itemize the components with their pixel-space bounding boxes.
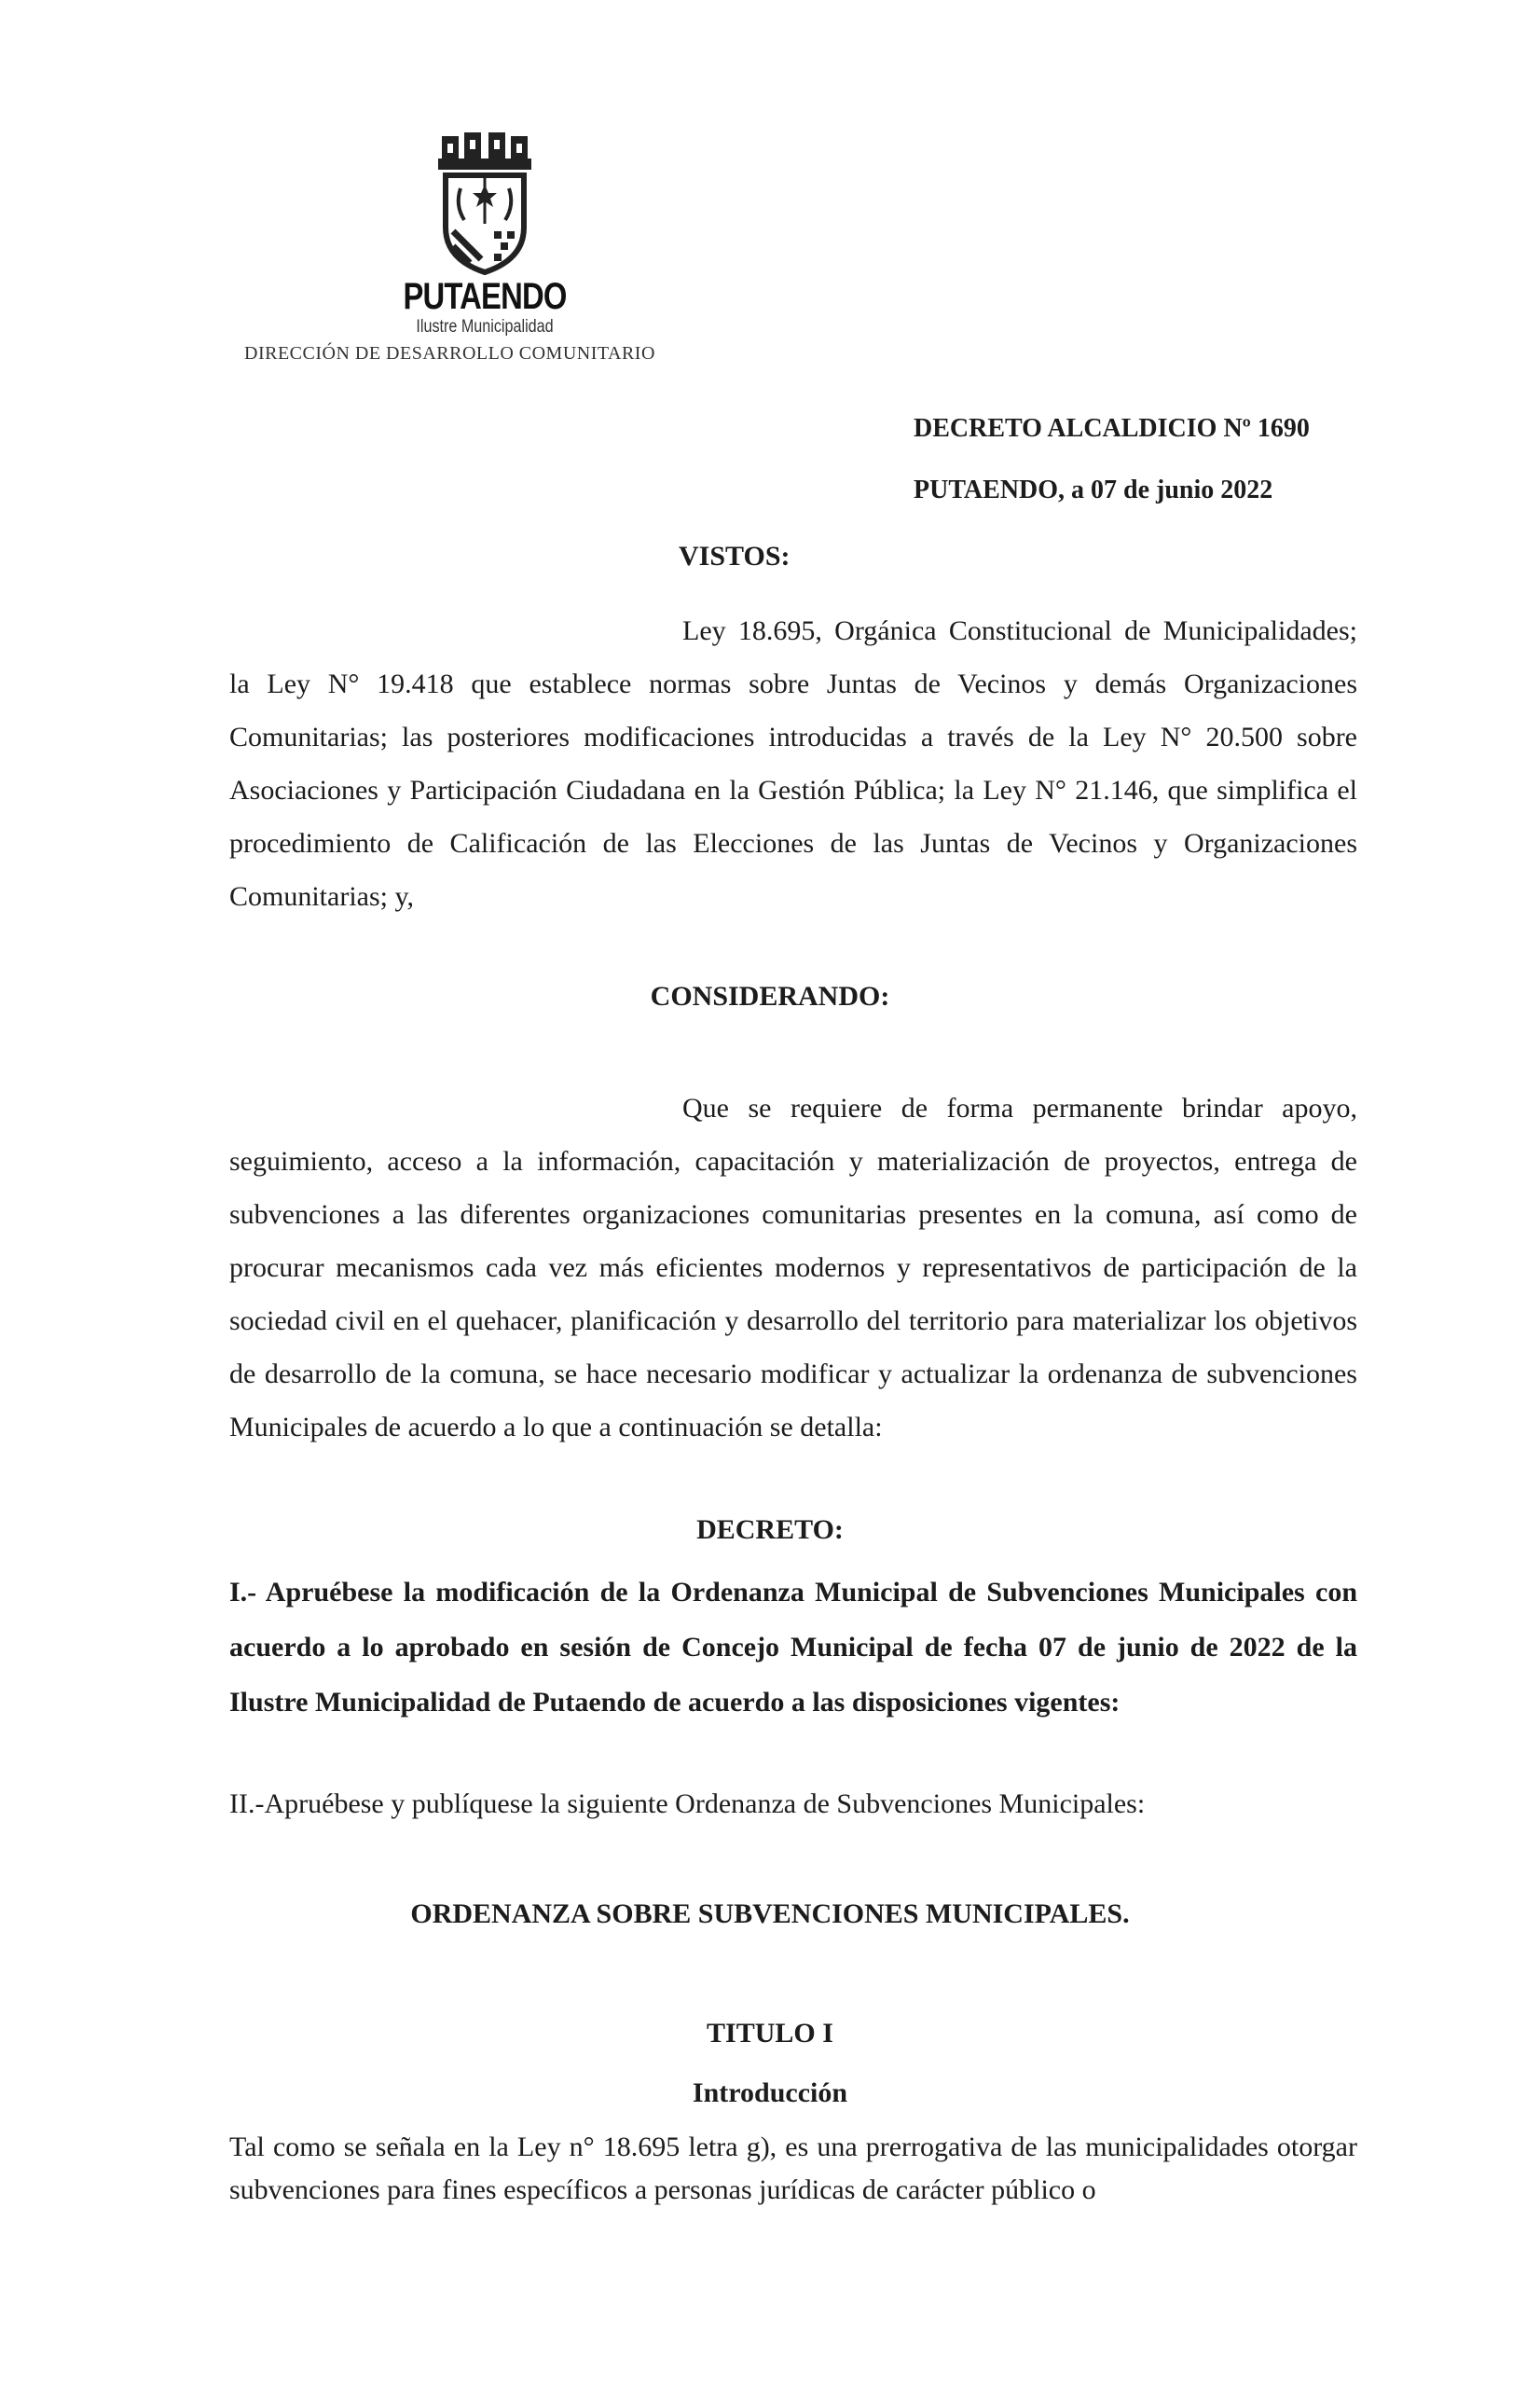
decree-number: DECRETO ALCALDICIO Nº 1690 (914, 414, 1310, 443)
vistos-paragraph: Ley 18.695, Orgánica Constitucional de Municipalidades; la Ley N° 19.418 que establece normas sobre Juntas de Vecinos y demás Organizaciones Comunitarias; las posteriores modificaciones introducidas a través de la Ley N° 20.500 sobre Asociaciones y Participación Ciudadana en la Gestión Pública; la Ley N° 21.146, que simplifica el procedimiento de Calificación de las Elecciones de las Juntas de Vecinos y Organizaciones Comunitarias; y, (229, 615, 1357, 912)
introduccion-paragraph: Tal como se señala en la Ley n° 18.695 letra g), es una prerrogativa de las municipalidades otorgar subvenciones para fines específicos a personas jurídicas de carácter público o (229, 2132, 1357, 2205)
department-name: DIRECCIÓN DE DESARROLLO COMUNITARIO (244, 343, 655, 364)
vistos-heading: VISTOS: (679, 541, 791, 572)
decreto-heading: DECRETO: (696, 1514, 844, 1545)
introduccion-heading: Introducción (692, 2077, 848, 2108)
decreto-item-1: I.- Apruébese la modificación de la Ordenanza Municipal de Subvenciones Municipales con acuerdo a lo aprobado en sesión de Concejo Municipal de fecha 07 de junio de 2022 de la Ilustre Municipalidad de Putaendo de acuerdo a las disposiciones vigentes: (229, 1577, 1357, 1718)
municipal-coat-of-arms-logo (429, 131, 541, 280)
decree-date: PUTAENDO, a 07 de junio 2022 (914, 476, 1273, 504)
considerando-heading: CONSIDERANDO: (650, 981, 890, 1012)
titulo-heading: TITULO I (707, 2018, 833, 2049)
decreto-item-2: II.-Apruébese y publíquese la siguiente Ordenanza de Subvenciones Municipales: (229, 1788, 1146, 1819)
brand-name: PUTAENDO (403, 276, 567, 317)
considerando-paragraph: Que se requiere de forma permanente brindar apoyo, seguimiento, acceso a la información, capacitación y materialización de proyectos, entrega de subvenciones a las diferentes organizaciones comunitarias presentes en la comuna, así como de procurar mecanismos cada vez más eficientes modernos y representativos de participación de la sociedad civil en el quehacer, planificación y desarrollo del territorio para materializar los objetivos de desarrollo de la comuna, se hace necesario modificar y actualizar la ordenanza de subvenciones Municipales de acuerdo a lo que a continuación se detalla: (229, 1093, 1357, 1442)
ordenanza-title: ORDENANZA SOBRE SUBVENCIONES MUNICIPALES. (410, 1898, 1130, 1929)
brand-subtitle: Ilustre Municipalidad (416, 317, 554, 337)
